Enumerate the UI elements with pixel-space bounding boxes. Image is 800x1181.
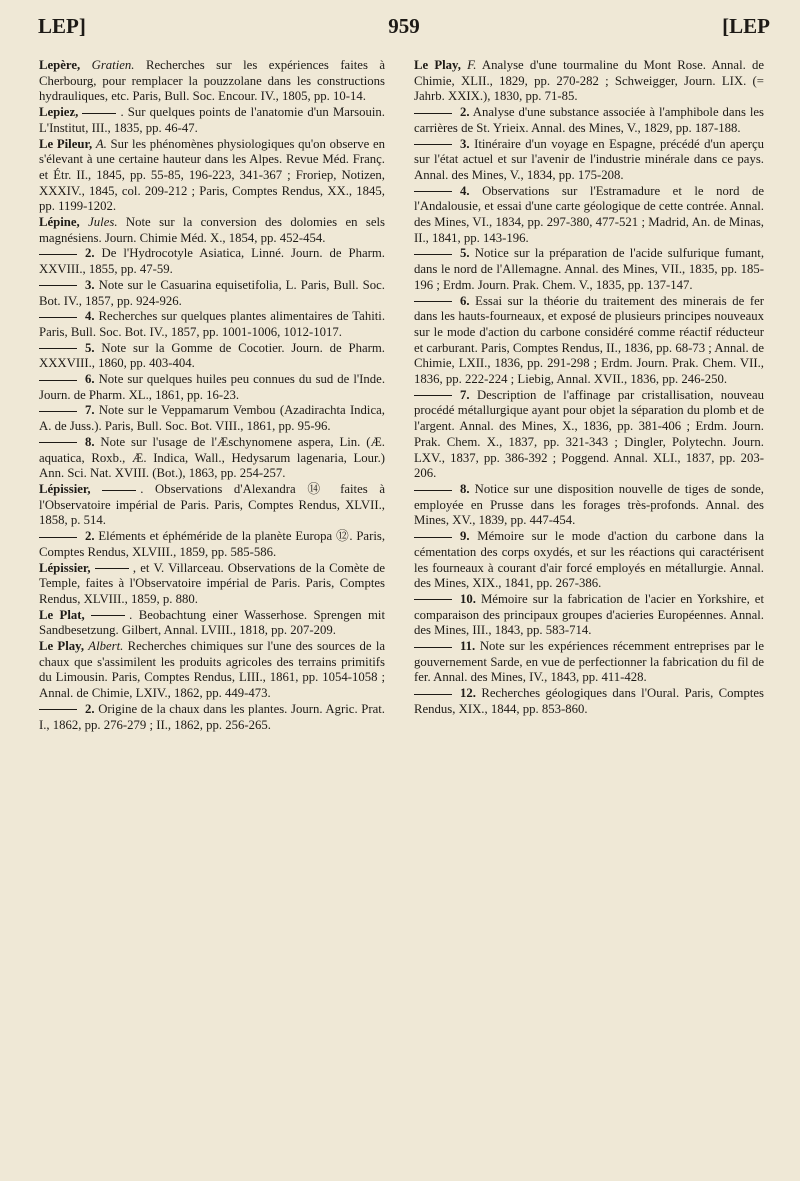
entry-number: 3. xyxy=(460,136,470,151)
entry-number: 7. xyxy=(85,403,95,418)
entry-text: De l'Hydrocotyle Asiatica, Linné. Journ. de Pharm. XXVIII., 1855, pp. 47-59. xyxy=(39,246,385,277)
entry-text: , et V. Villarceau. Observations de la Comète de Temple, faites à l'Observatoire impérial de Paris. Paris, Comptes Rendus, XLVIII., 1859, p. 880. xyxy=(39,560,386,606)
bibliography-entry xyxy=(414,639,764,686)
entry-number: 2. xyxy=(85,529,95,544)
entry-number: 4. xyxy=(460,183,470,198)
entry-number: 8. xyxy=(460,481,470,496)
bibliography-entry xyxy=(39,58,385,105)
bibliography-entry xyxy=(39,372,385,403)
bibliography-entry xyxy=(414,137,764,184)
entry-number: 3. xyxy=(85,277,95,292)
bibliography-entry xyxy=(414,592,764,639)
repeat-author-rule xyxy=(39,285,77,286)
bibliography-entry xyxy=(39,561,385,608)
entry-text: Recherches sur les expériences faites à Cherbourg, pour remplacer la pouzzolane dans les constructions hydrauliques, etc. Paris, Bull. Soc. Encour. IV., 1805, pp. 10-14. xyxy=(39,58,386,104)
entry-text: Note sur les expériences récemment entreprises par le gouvernement Sarde, en vue de perfectionner la fabrication du fil de fer. Annal. des Mines, IV., 1843, pp. 411-428. xyxy=(414,639,764,685)
repeat-author-rule xyxy=(39,411,77,412)
repeat-author-rule xyxy=(414,694,452,695)
repeat-author-rule xyxy=(414,647,452,648)
repeat-author-rule xyxy=(414,395,452,396)
missing-given-name-rule xyxy=(102,490,136,491)
entry-number: 7. xyxy=(460,387,470,402)
entry-text: Note sur la conversion des dolomies en sels magnésiens. Journ. Chimie Méd. X., 1854, pp. 452-454. xyxy=(39,215,386,245)
bibliography-entry xyxy=(39,482,385,529)
bibliography-entry xyxy=(39,608,385,639)
bibliography-entry xyxy=(39,341,385,372)
repeat-author-rule xyxy=(414,113,452,114)
entry-text: Note sur le Casuarina equisetifolia, L. Paris, Bull. Soc. Bot. IV., 1857, pp. 924-926. xyxy=(39,277,385,308)
page-number: 959 xyxy=(388,14,420,38)
bibliography-entry xyxy=(414,105,764,136)
left-column xyxy=(39,58,385,733)
entry-number: 5. xyxy=(460,246,470,261)
author-name: Le Play, xyxy=(414,58,461,72)
missing-given-name-rule xyxy=(95,568,129,569)
bibliography-entry xyxy=(39,309,385,340)
entry-text: Essai sur la théorie du traitement des minerais de fer dans les hauts-fourneaux, et exposé de plusieurs principes nouveaux sur le mode d'action du carbone considéré comme réactif réducteur et carburant. Paris, Comptes Rendus, II., 1836, pp. 68-73 ; Annal. de Chimie, LXII., 1836, pp. 291-298 ; Erdm. Journ. Prak. Chem. VII., 1836, pp. 222-224 ; Liebig, Annal. XVII., 1836, pp. 246-250. xyxy=(414,293,765,387)
author-name: Lépine, xyxy=(39,215,80,230)
entry-number: 11. xyxy=(460,639,476,654)
entry-text: Itinéraire d'un voyage en Espagne, précédé d'un aperçu sur l'état actuel et sur l'avenir de l'industrie minérale dans ce pays. Annal. des Mines, V., 1834, pp. 175-208. xyxy=(414,136,765,182)
entry-text: Eléments et éphéméride de la planète Europa ⑫. Paris, Comptes Rendus, XLVIII., 1859, pp. 585-586. xyxy=(39,529,386,559)
entry-number: 4. xyxy=(85,309,95,324)
bibliography-entry xyxy=(39,215,385,246)
right-column xyxy=(414,58,764,718)
entry-text: Notice sur la préparation de l'acide sulfurique fumant, dans le nord de l'Allemagne. Annal. des Mines, VII., 1835, pp. 185-196 ; Erdm. Journ. Prak. Chem. V., 1835, pp. 137-147. xyxy=(414,246,765,292)
bibliography-entry xyxy=(414,529,764,592)
entry-number: 8. xyxy=(85,434,95,449)
author-given-name: A. xyxy=(95,136,107,151)
entry-text: . Beobachtung einer Wasserhose. Sprengen mit Sandbesetzung. Gilbert, Annal. LVIII., 1818, pp. 207-209. xyxy=(39,607,386,638)
entry-text: Description de l'affinage par cristallisation, nouveau procédé métallurgique ayant pour objet la séparation du plomb et de l'argent. Annal. des Mines, X., 1836, pp. 381-406 ; Erdm. Journ. Prak. Chem. X., 1837, pp. 321-343 ; Dingler, Polytechn. Journ. LXV., 1837, pp. 386-392 ; Poggend. Annal. XLI., 1837, pp. 203-206. xyxy=(414,387,765,481)
author-name: Le Pileur, xyxy=(39,136,93,151)
repeat-author-rule xyxy=(414,490,452,491)
entry-text: Analyse d'une tourmaline du Mont Rose. Annal. de Chimie, XLII., 1829, pp. 270-282 ; Schweigger, Journ. LIX. (= Jahrb. XXIX.), 1830, pp. 71-85. xyxy=(414,58,765,104)
repeat-author-rule xyxy=(414,254,452,255)
repeat-author-rule xyxy=(39,254,77,255)
entry-text: Origine de la chaux dans les plantes. Journ. Agric. Prat. I., 1862, pp. 276-279 ; II., 1862, pp. 256-265. xyxy=(39,701,385,732)
author-given-name: Albert. xyxy=(88,639,124,654)
entry-text: Mémoire sur la fabrication de l'acier en Yorkshire, et comparaison des principaux groupes d'acieries Européennes. Annal. des Mines, III., 1843, pp. 583-714. xyxy=(414,591,765,638)
bibliography-entry xyxy=(39,278,385,309)
author-name: Lépissier, xyxy=(39,560,91,575)
missing-given-name-rule xyxy=(91,615,125,616)
bibliography-entry xyxy=(414,482,764,529)
entry-number: 6. xyxy=(85,372,95,387)
entry-text: Note sur le Veppamarum Vembou (Azadirachta Indica, A. de Juss.). Paris, Bull. Soc. Bot. VIII., 1861, pp. 95-96. xyxy=(39,403,385,434)
bibliography-entry xyxy=(39,702,385,733)
author-given-name: Jules. xyxy=(88,215,118,230)
entry-number: 10. xyxy=(460,591,476,606)
author-name: Le Plat, xyxy=(39,607,85,622)
entry-number: 5. xyxy=(85,340,95,355)
entry-text: Recherches géologiques dans l'Oural. Paris, Comptes Rendus, XIX., 1844, pp. 853-860. xyxy=(414,686,764,716)
page-header xyxy=(38,14,770,42)
header-left-guide: LEP] xyxy=(38,14,86,38)
entry-text: Sur les phénomènes physiologiques qu'on observe en s'élevant à une certaine hauteur dans les Alpes. Revue Méd. Franç. et Étr. II., 1845, pp. 55-85, 196-223, 341-367 ; Froriep, Notizen, XXXIV., 1845, col. 209-212 ; Paris, Comptes Rendus, XX., 1845, pp. 1199-1202. xyxy=(39,136,386,214)
repeat-author-rule xyxy=(39,348,77,349)
entry-text: Notice sur une disposition nouvelle de tiges de sonde, employée en Prusse dans les forages très-profonds. Annal. des Mines, XV., 1839, pp. 447-454. xyxy=(414,481,764,528)
author-name: Lepère, xyxy=(39,58,81,72)
entry-text: Analyse d'une substance associée à l'amphibole dans les carrières de St. Yrieix. Annal. des Mines, V., 1829, pp. 187-188. xyxy=(414,105,764,135)
bibliography-entry xyxy=(39,403,385,434)
entry-number: 2. xyxy=(85,701,95,716)
bibliography-entry xyxy=(39,529,385,560)
repeat-author-rule xyxy=(414,144,452,145)
entry-text: Note sur la Gomme de Cocotier. Journ. de Pharm. XXXVIII., 1860, pp. 403-404. xyxy=(39,340,385,371)
bibliography-entry xyxy=(414,686,764,717)
repeat-author-rule xyxy=(414,301,452,302)
entry-number: 6. xyxy=(460,293,470,308)
repeat-author-rule xyxy=(414,537,452,538)
repeat-author-rule xyxy=(39,709,77,710)
entry-text: Recherches sur quelques plantes alimentaires de Tahiti. Paris, Bull. Soc. Bot. IV., 1857, pp. 1001-1006, 1012-1017. xyxy=(39,309,386,339)
author-name: Lépissier, xyxy=(39,481,91,496)
entry-text: . Sur quelques points de l'anatomie d'un Marsouin. L'Institut, III., 1835, pp. 46-47. xyxy=(39,105,385,135)
entry-number: 9. xyxy=(460,529,470,544)
repeat-author-rule xyxy=(414,191,452,192)
entry-number: 2. xyxy=(85,246,95,261)
author-given-name: F. xyxy=(467,58,477,72)
entry-number: 12. xyxy=(460,686,476,701)
bibliography-entry xyxy=(39,137,385,216)
entry-text: Mémoire sur le mode d'action du carbone dans la cémentation des corps oxydés, et sur les réactions qui caractérisent les fourneaux à courant d'air forcé employés en métallurgie. Annal. des Mines, XIX., 1841, pp. 267-386. xyxy=(414,529,765,591)
bibliography-entry xyxy=(414,184,764,247)
entry-text: Recherches chimiques sur l'une des sources de la chaux que s'assimilent les produits agricoles des terrains primitifs du Limousin. Paris, Comptes Rendus, LIII., 1861, pp. 1054-1058 ; Annal. de Chimie, LXIV., 1862, pp. 449-473. xyxy=(39,639,386,701)
entry-number: 2. xyxy=(460,105,470,120)
missing-given-name-rule xyxy=(82,113,116,114)
entry-text: Observations sur l'Estramadure et le nord de l'Andalousie, et essai d'une carte géologique de cette contrée. Annal. des Mines, VI., 1834, pp. 297-380, 477-521 ; Madrid, An. de Minas, II., 1841, pp. 143-196. xyxy=(414,183,764,245)
entry-text: Note sur l'usage de l'Æschynomene aspera, Lin. (Æ. aquatica, Roxb., Æ. Indica, Wall., Hedysarum lagenaria, Lour.) Ann. Sci. Nat. XVIII. (Bot.), 1863, pp. 254-257. xyxy=(39,434,385,481)
repeat-author-rule xyxy=(39,442,77,443)
entry-text: . Observations d'Alexandra ⑭ faites à l'Observatoire impérial de Paris. Paris, Comptes Rendus, XLVII., 1858, p. 514. xyxy=(39,481,386,528)
bibliography-entry xyxy=(39,639,385,702)
repeat-author-rule xyxy=(39,380,77,381)
repeat-author-rule xyxy=(414,599,452,600)
bibliography-entry xyxy=(414,388,764,482)
bibliography-entry xyxy=(39,246,385,277)
bibliography-entry xyxy=(414,294,764,388)
repeat-author-rule xyxy=(39,537,77,538)
bibliography-entry xyxy=(414,58,764,105)
author-name: Lepiez, xyxy=(39,105,79,120)
entry-text: Note sur quelques huiles peu connues du sud de l'Inde. Journ. de Pharm. XL., 1861, pp. 16-23. xyxy=(39,372,386,402)
author-name: Le Play, xyxy=(39,639,85,654)
bibliography-entry xyxy=(39,105,385,136)
header-right-guide: [LEP xyxy=(722,14,770,38)
repeat-author-rule xyxy=(39,317,77,318)
bibliography-entry xyxy=(39,435,385,482)
author-given-name: Gratien. xyxy=(91,58,135,72)
bibliography-entry xyxy=(414,246,764,293)
